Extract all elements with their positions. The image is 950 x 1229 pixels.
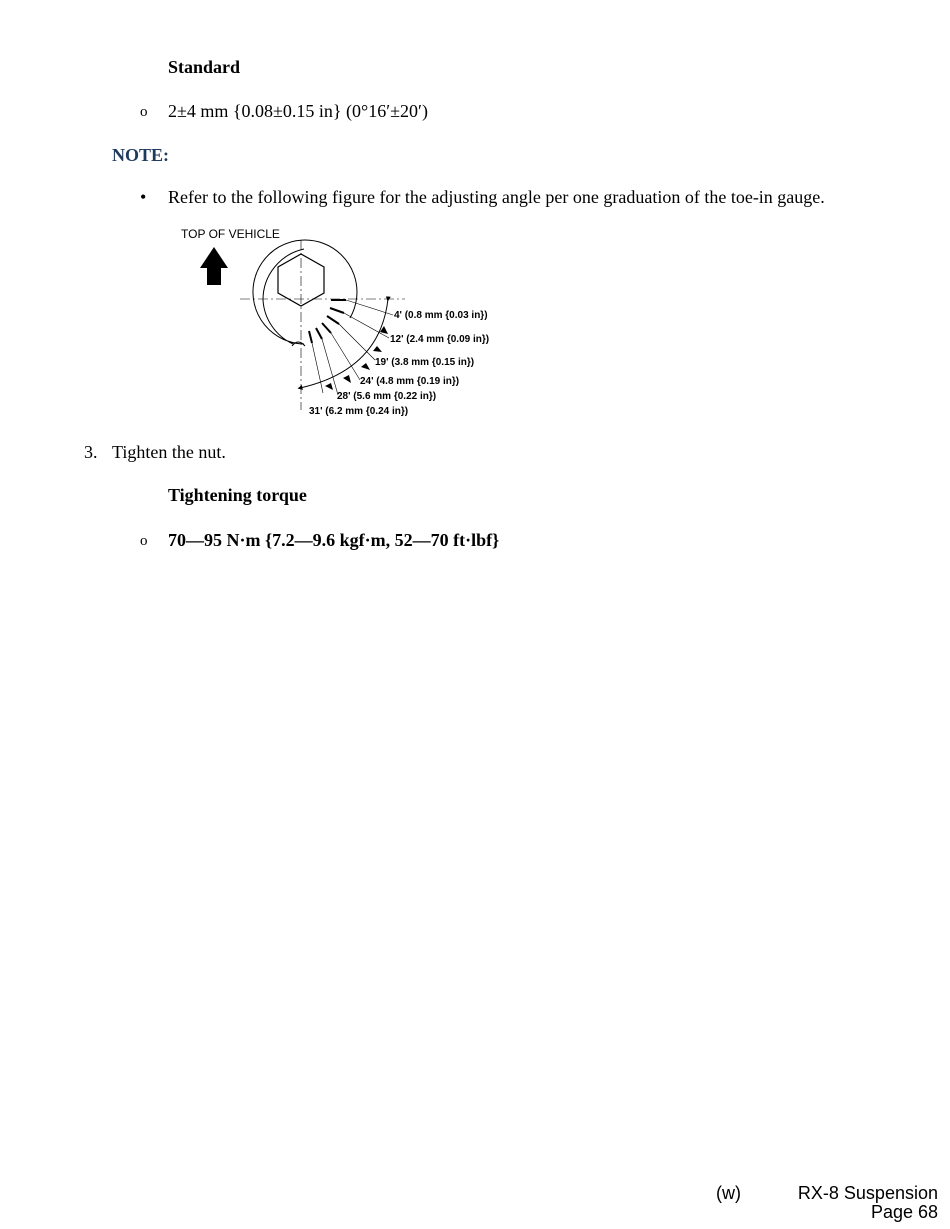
graduation-label: 4' (0.8 mm {0.03 in}) [394, 310, 488, 321]
standard-value: 2±4 mm {0.08±0.15 in} (0°16′±20′) [168, 101, 428, 121]
toe-in-gauge-figure [170, 222, 520, 422]
note-label: NOTE: [112, 145, 170, 165]
top-of-vehicle-label: TOP OF VEHICLE [181, 227, 280, 241]
footer-title: RX-8 Suspension [797, 1183, 938, 1203]
step-text: Tighten the nut. [112, 442, 226, 462]
note-text: Refer to the following figure for the adjusting angle per one graduation of the toe-in gauge. [168, 187, 825, 207]
step-number: 3. [84, 442, 98, 462]
list-bullet: • [140, 187, 147, 207]
torque-value: 70—95 N·m {7.2—9.6 kgf·m, 52—70 ft·lbf} [168, 530, 500, 550]
graduation-label: 28' (5.6 mm {0.22 in}) [337, 391, 437, 402]
list-bullet: o [140, 533, 148, 549]
graduation-ticks [309, 300, 346, 343]
standard-heading: Standard [168, 57, 241, 77]
arrow-up-icon [200, 247, 228, 285]
graduation-label: 24' (4.8 mm {0.19 in}) [360, 376, 460, 387]
torque-heading: Tightening torque [168, 485, 307, 505]
graduation-label: 12' (2.4 mm {0.09 in}) [390, 334, 490, 345]
list-bullet: o [140, 104, 148, 120]
footer-tag: (w) [716, 1183, 741, 1203]
graduation-label: 31' (6.2 mm {0.24 in}) [309, 406, 409, 417]
graduation-label: 19' (3.8 mm {0.15 in}) [375, 357, 475, 368]
footer-page-number: Page 68 [870, 1202, 938, 1222]
